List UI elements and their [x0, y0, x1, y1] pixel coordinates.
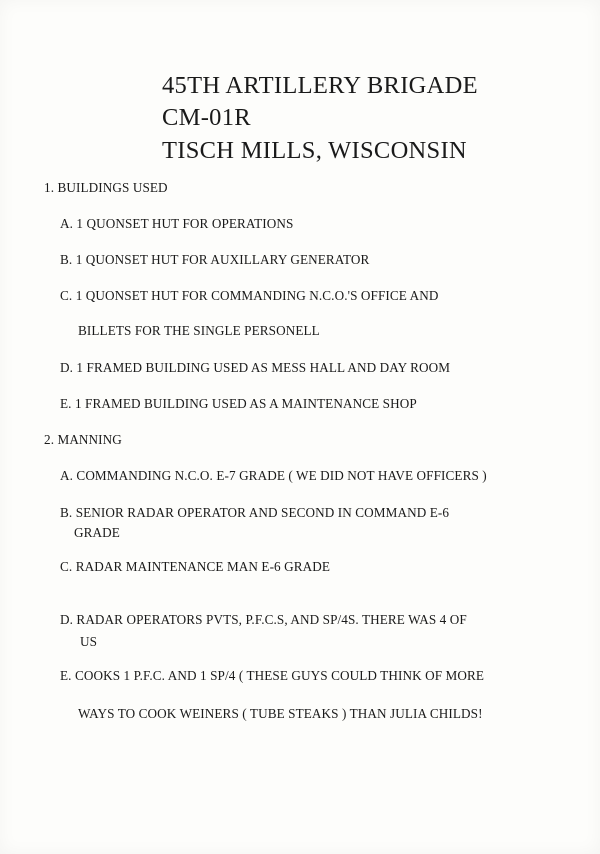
- title-site-code: CM-01R: [162, 104, 251, 131]
- list-item-continuation: BILLETS FOR THE SINGLE PERSONELL: [78, 323, 320, 338]
- list-item: C. RADAR MAINTENANCE MAN E-6 GRADE: [60, 559, 331, 574]
- list-item: C. 1 QUONSET HUT FOR COMMANDING N.C.O.'S OFFICE AND: [60, 288, 439, 303]
- list-item: B. SENIOR RADAR OPERATOR AND SECOND IN COMMAND E-6: [60, 505, 450, 520]
- list-item-continuation: GRADE: [74, 525, 120, 540]
- list-item: E. 1 FRAMED BUILDING USED AS A MAINTENANCE SHOP: [60, 396, 417, 411]
- list-item-continuation: US: [80, 634, 98, 649]
- title-location: TISCH MILLS, WISCONSIN: [162, 137, 467, 164]
- section-heading-buildings: 1. BUILDINGS USED: [44, 180, 168, 195]
- list-item: A. COMMANDING N.C.O. E-7 GRADE ( WE DID NOT HAVE OFFICERS ): [60, 468, 487, 483]
- list-item: E. COOKS 1 P.F.C. AND 1 SP/4 ( THESE GUYS COULD THINK OF MORE: [60, 668, 485, 683]
- list-item: B. 1 QUONSET HUT FOR AUXILLARY GENERATOR: [60, 252, 370, 267]
- list-item: D. RADAR OPERATORS PVTS, P.F.C.S, AND SP/4S. THERE WAS 4 OF: [60, 612, 467, 627]
- title-unit: 45TH ARTILLERY BRIGADE: [162, 72, 478, 99]
- list-item-continuation: WAYS TO COOK WEINERS ( TUBE STEAKS ) THAN JULIA CHILDS!: [78, 706, 483, 721]
- list-item: D. 1 FRAMED BUILDING USED AS MESS HALL AND DAY ROOM: [60, 360, 451, 375]
- list-item: A. 1 QUONSET HUT FOR OPERATIONS: [60, 216, 294, 231]
- section-heading-manning: 2. MANNING: [44, 432, 122, 447]
